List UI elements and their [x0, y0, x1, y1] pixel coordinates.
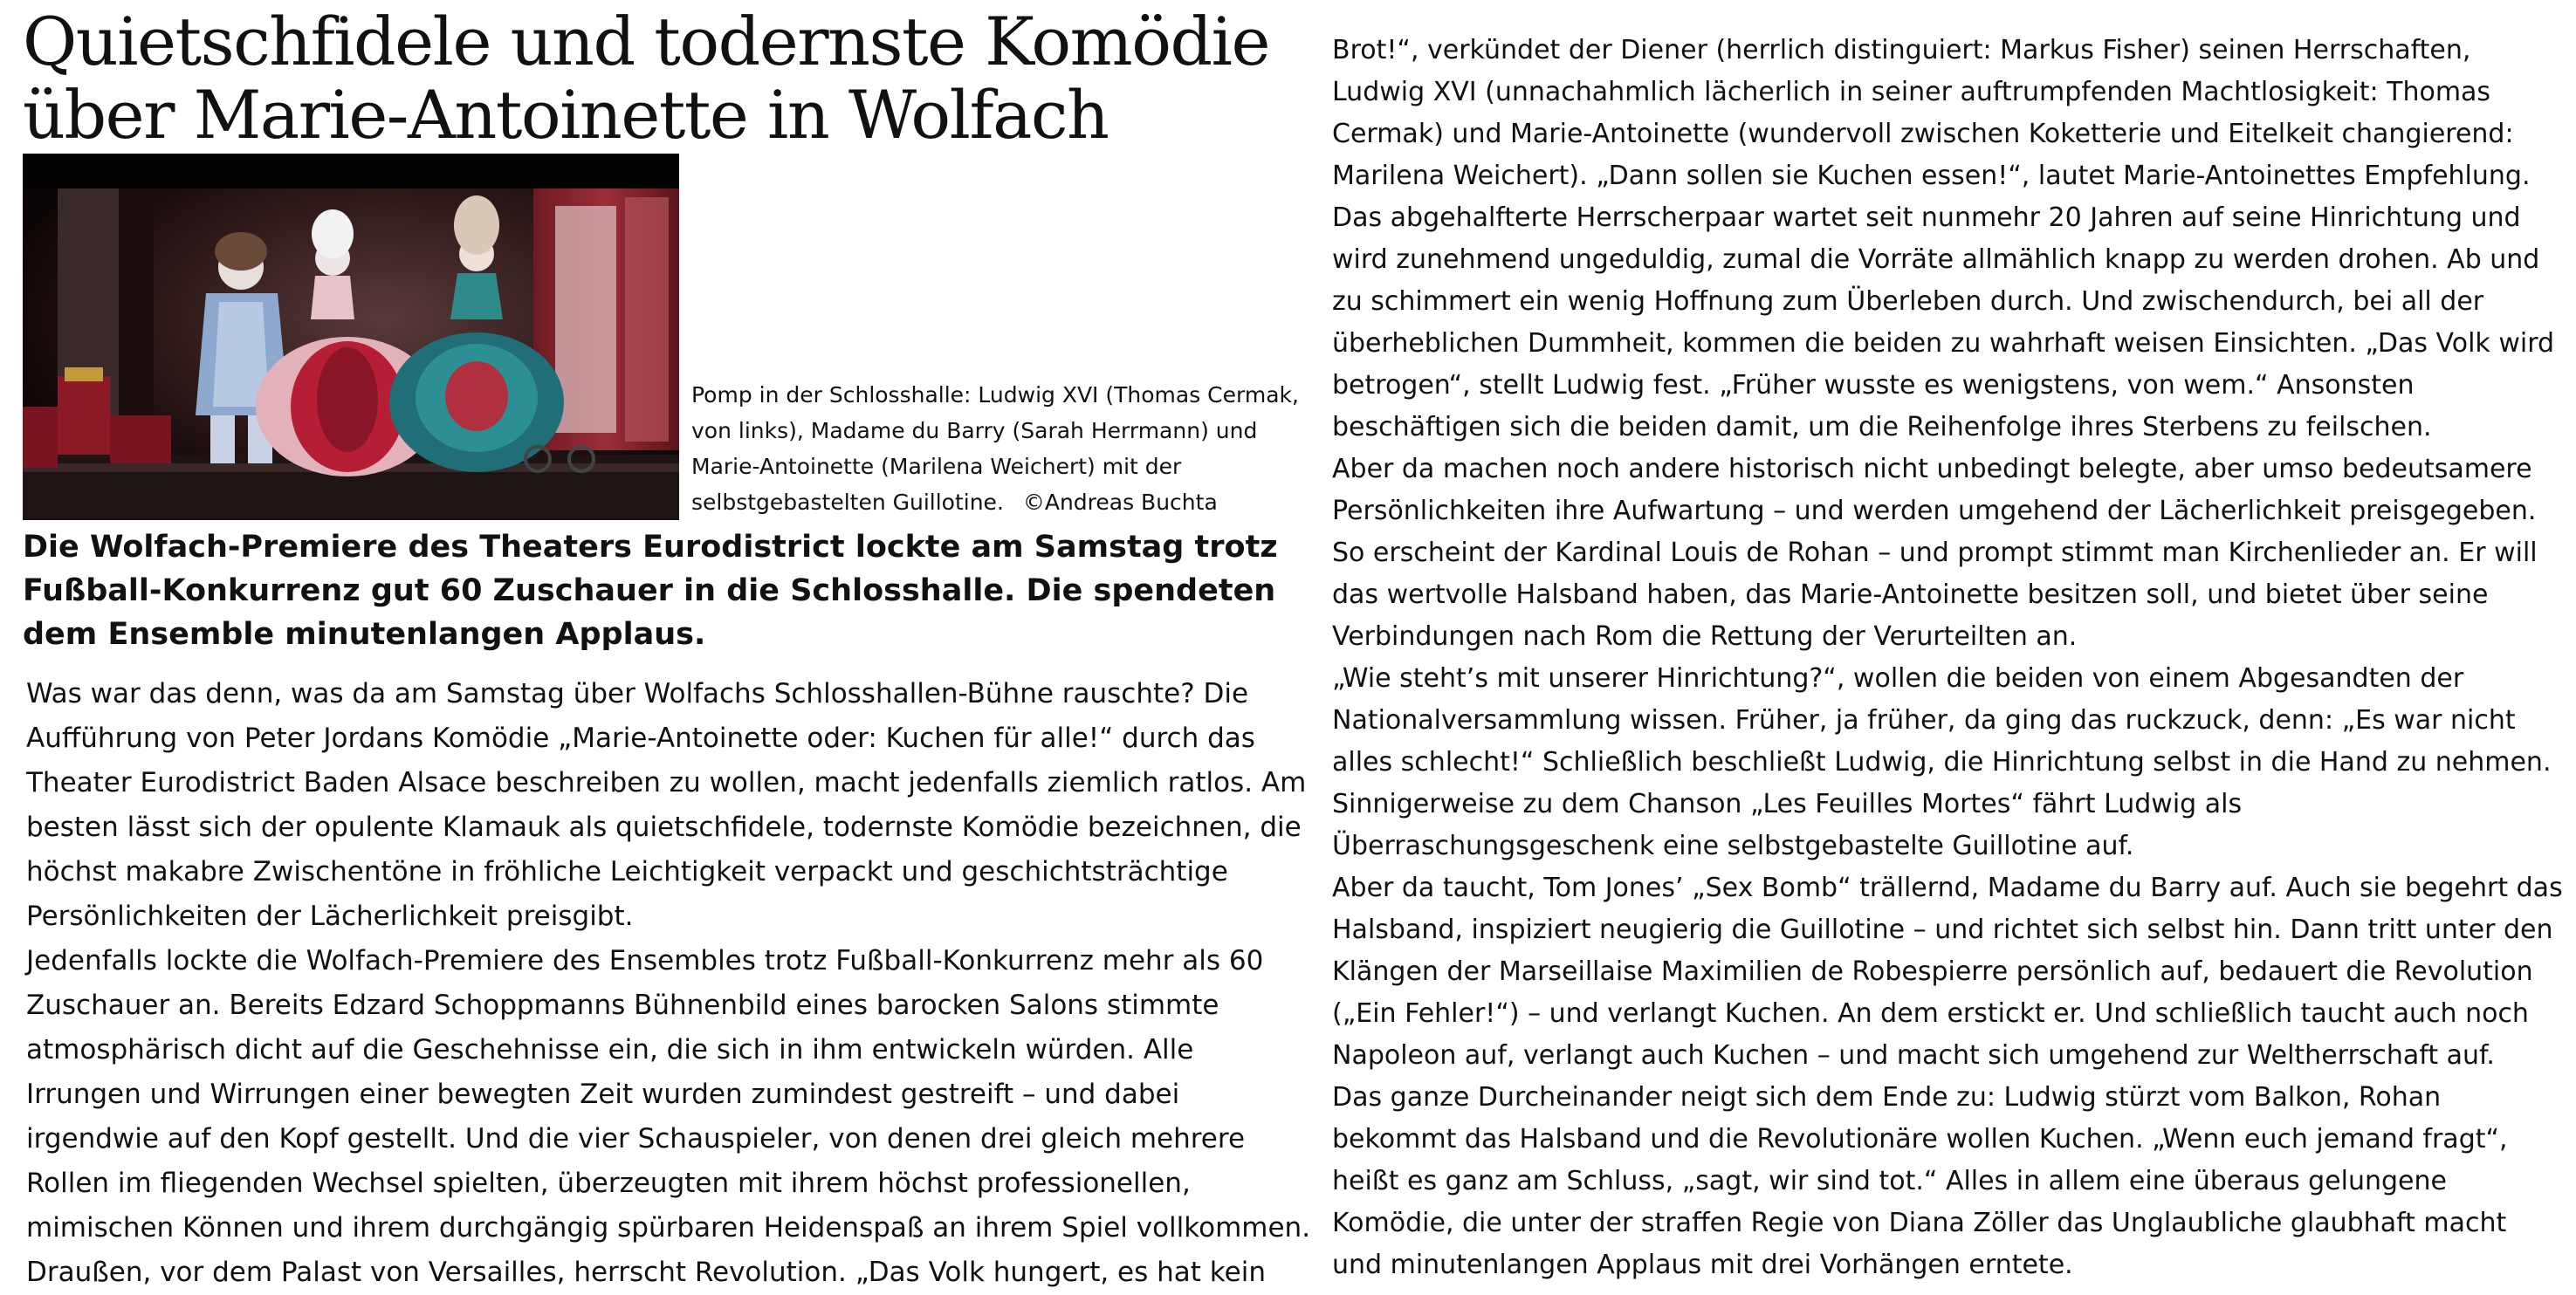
- photo-caption: [691, 377, 1302, 520]
- photo-credit: ©Andreas Buchta: [1022, 490, 1218, 515]
- caption-text: Pomp in der Schlosshalle: Ludwig XVI (Thomas Cermak, von links), Madame du Barry (Sarah Herrmann) und Marie-Antoinette (Marilena Weichert) mit der selbstgebastelten Guillotine.: [691, 382, 1299, 515]
- body-paragraph: Was war das denn, was da am Samstag über Wolfachs Schlosshallen-Bühne rauschte? Die Aufführung von Peter Jordans Komödie „Marie-Antoinette oder: Kuchen für alle!“ durch das Theater Eurodistrict Baden Alsace beschreiben zu wollen, macht jedenfalls ziemlich ratlos. Am besten lässt sich der opulente Klamauk als quietschfidele, todernste Komödie bezeichnen, die höchst makabre Zwischentöne in fröhliche Leichtigkeit verpackt und geschichtsträchtige Persönlichkeiten der Lächerlichkeit preisgibt.: [26, 678, 1307, 932]
- stage-photo: [23, 154, 679, 520]
- left-column: [23, 5, 1315, 1295]
- headline-line-2: über Marie-Antoinette in Wolfach: [23, 76, 1109, 154]
- body-paragraph: „Wie steht’s mit unserer Hinrichtung?“, wollen die beiden von einem Abgesandten der Nationalversammlung wissen. Früher, ja früher, da ging das ruckzuck, denn: „Es war nicht alles schlecht!“ Schließlich beschließt Ludwig, die Hinrichtung selbst in die Hand zu nehmen. Sinnigerweise zu dem Chanson „Les Feuilles Mortes“ fährt Ludwig als Überraschungsgeschenk eine selbstgebastelte Guillotine auf.: [1332, 663, 2552, 861]
- body-paragraph: Brot!“, verkündet der Diener (herrlich distinguiert: Markus Fisher) seinen Herrschaften, Ludwig XVI (unnachahmlich lächerlich in seiner auftrumpfenden Machtlosigkeit: Thomas Cermak) und Marie-Antoinette (wundervoll zwischen Koketterie und Eitelkeit changierend: Marilena Weichert). „Dann sollen sie Kuchen essen!“, lautet Marie-Antoinettes Empfehlung. Das abgehalfterte Herrscherpaar wartet seit nunmehr 20 Jahren auf seine Hinrichtung und wird zunehmend ungeduldig, zumal die Vorräte allmählich knapp zu werden drohen. Ab und zu schimmert ein wenig Hoffnung zum Überleben durch. Und zwischendurch, bei all der überheblichen Dummheit, kommen die beiden zu wahrhaft weisen Einsichten. „Das Volk wird betrogen“, stellt Ludwig fest. „Früher wusste es wenigstens, von wem.“ Ansonsten beschäftigen sich die beiden damit, um die Reihenfolge ihres Sterbens zu feilschen.: [1332, 35, 2555, 442]
- body-paragraph: Jedenfalls lockte die Wolfach-Premiere des Ensembles trotz Fußball-Konkurrenz mehr als 60 Zuschauer an. Bereits Edzard Schoppmanns Bühnenbild eines barocken Salons stimmte atmosphärisch dicht auf die Geschehnisse ein, die sich in ihm entwickeln würden. Alle Irrungen und Wirrungen einer bewegten Zeit wurden zumindest gestreift – und dabei irgendwie auf den Kopf gestellt. Und die vier Schauspieler, von denen drei gleich mehrere Rollen im fliegenden Wechsel spielten, überzeugten mit ihrem höchst professionellen, mimischen Können und ihrem durchgängig spürbaren Heidenspaß an ihrem Spiel vollkommen. Draußen, vor dem Palast von Versailles, herrscht Revolution. „Das Volk hungert, es hat kein: [26, 945, 1311, 1288]
- right-column: [1332, 30, 2563, 1286]
- headline: [23, 5, 1315, 152]
- body-paragraph: Aber da machen noch andere historisch nicht unbedingt belegte, aber umso bedeutsamere Persönlichkeiten ihre Aufwartung – und werden umgehend der Lächerlichkeit preisgegeben. So erscheint der Kardinal Louis de Rohan – und prompt stimmt man Kirchenlieder an. Er will das wertvolle Halsband haben, das Marie-Antoinette besitzen soll, und bietet über seine Verbindungen nach Rom die Rettung der Verurteilten an.: [1332, 454, 2538, 652]
- body-paragraph: Aber da taucht, Tom Jones’ „Sex Bomb“ trällernd, Madame du Barry auf. Auch sie begehrt das Halsband, inspiziert neugierig die Guillotine – und richtet sich selbst hin. Dann tritt unter den Klängen der Marseillaise Maximilien de Robespierre persönlich auf, bedauert die Revolution („Ein Fehler!“) – und verlangt Kuchen. An dem erstickt er. Und schließlich taucht auch noch Napoleon auf, verlangt auch Kuchen – und macht sich umgehend zur Weltherrschaft auf.: [1332, 873, 2563, 1071]
- headline-line-1: Quietschfidele und todernste Komödie: [23, 3, 1269, 80]
- figure: [23, 154, 1315, 520]
- body-paragraph: Das ganze Durcheinander neigt sich dem Ende zu: Ludwig stürzt vom Balkon, Rohan bekommt das Halsband und die Revolutionäre wollen Kuchen. „Wenn euch jemand fragt“, heißt es ganz am Schluss, „sagt, wir sind tot.“ Alles in allem eine überaus gelungene Komödie, die unter der straffen Regie von Diana Zöller das Unglaubliche glaubhaft macht und minutenlangen Applaus mit drei Vorhängen erntete.: [1332, 1082, 2508, 1280]
- lead-paragraph: Die Wolfach-Premiere des Theaters Eurodistrict lockte am Samstag trotz Fußball-Konkurrenz gut 60 Zuschauer in die Schlosshalle. Die spendeten dem Ensemble minutenlangen Applaus.: [23, 530, 1278, 652]
